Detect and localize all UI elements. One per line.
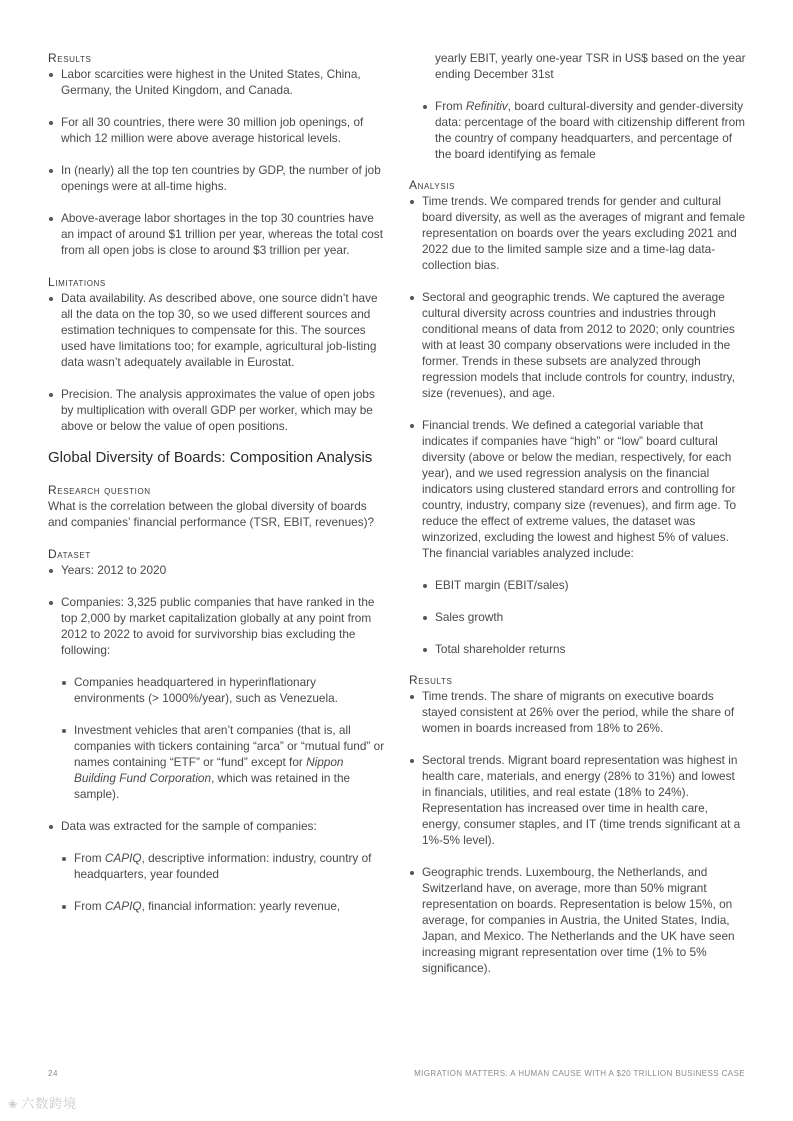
right-column [409,50,747,976]
list-item: Companies headquartered in hyperinflationary environments (> 1000%/year), such as Venezuela. [61,674,388,706]
list-item: Sales growth [422,609,747,625]
extraction-list [48,818,388,834]
list-item: For all 30 countries, there were 30 million job openings, of which 12 million were above average historical levels. [48,114,388,146]
list-item [61,722,388,802]
list-item: Labor scarcities were highest in the United States, China, Germany, the United Kingdom, and Canada. [48,66,388,98]
list-item: Financial trends. We defined a categorial variable that indicates if companies have “high” or “low” board cultural diversity (above or below the median, respectively, for each year), and we used regression analysis on the financial indicators using clustered standard errors and controlling for country, industry, company size (revenues), and firm age. To reduce the effect of extreme values, the dataset was winzorized, excluding the lowest and highest 5% of values. The financial variables analyzed include: [409,417,747,561]
list-item [48,594,388,658]
research-question-heading: Research question [48,482,151,497]
list-item: Precision. The analysis approximates the value of open jobs by multiplication with overall GDP per worker, which may be above or below the value of open positions. [48,386,388,434]
list-item [422,98,747,162]
watermark-text: 六数跨境 [21,1096,78,1111]
source-prefix: From [74,850,105,865]
list-item: Time trends. We compared trends for gender and cultural board diversity, as well as the averages of migrant and female representation on boards over the years excluding 2021 and 2022 due to the limited sample size and a time-lag data-collection bias. [409,193,747,273]
source-description: , descriptive information: industry, country of headquarters, year founded [74,850,372,881]
source-list [61,850,388,914]
refinitiv-list [422,98,747,162]
list-item: Geographic trends. Luxembourg, the Netherlands, and Switzerland have, on average, more than 50% migrant representation on boards. Representation is below 15%, on average, for companies in Austria, the United States, India, Japan, and Mexico. The Netherlands and the UK have seen increasing migrant representation over time (1% to 5% significance). [409,864,747,976]
source-prefix: From [74,898,105,913]
watermark-logo-icon: ❀ [8,1099,19,1111]
source-description: , board cultural-diversity and gender-diversity data: percentage of the board with citizenship different from the country of company headquarters, and percentage of the board identifying as female [435,99,745,161]
list-item: Data was extracted for the sample of companies: [48,818,388,834]
list-item: Years: 2012 to 2020 [48,562,388,578]
exclusion-company-name: Nippon Building Fund Corporation [74,754,344,785]
list-item: EBIT margin (EBIT/sales) [422,577,747,593]
source-name: CAPIQ [104,850,142,865]
list-item: Sectoral trends. Migrant board representation was highest in health care, materials, and energy (28% to 31%) and lowest in financials, utilities, and real estate (18% to 24%). Representation has increased over time in health care, energy, consumer staples, and IT (time trends significant at a 1%-5% level). [409,752,747,848]
companies-text: Companies: 3,325 public companies that have ranked in the top 2,000 by market capitalization globally at any point from 2012 to 2022 to avoid for survivorship bias excluding the following: [61,594,375,657]
limitations-list [48,290,388,434]
research-question-text: What is the correlation between the global diversity of boards and companies’ financial performance (TSR, EBIT, revenues)? [48,498,375,529]
results-list [48,66,388,258]
dataset-list [48,562,388,658]
list-item: In (nearly) all the top ten countries by GDP, the number of job openings were at all-time highs. [48,162,388,194]
running-title: MIGRATION MATTERS: A HUMAN CAUSE WITH A $20 TRILLION BUSINESS CASE [414,1069,745,1078]
dataset-heading: Dataset [48,546,91,561]
list-item [61,898,388,914]
results-list-right [409,688,747,976]
analysis-heading: Analysis [409,178,456,192]
source-name: CAPIQ [104,898,142,913]
list-item: Above-average labor shortages in the top 30 countries have an impact of around $1 trillion per year, whereas the total cost from all open jobs is close to around $3 trillion per year. [48,210,388,258]
list-item: Total shareholder returns [422,641,747,657]
exclusion-list [61,674,388,802]
financial-variables-list [422,577,747,657]
source-name: Refinitiv [465,99,508,113]
left-column [48,50,388,914]
source-description: , financial information: yearly revenue, [141,898,341,913]
analysis-list [409,193,747,561]
section-title: Global Diversity of Boards: Composition Analysis [48,449,373,466]
results-heading: Results [48,51,92,65]
source-prefix: From [435,99,466,113]
exclusion-text-end: , which was retained in the sample). [74,770,351,801]
list-item: Sectoral and geographic trends. We captured the average cultural diversity across countries and industries through conditional means of data from 2012 to 2020; only countries with at least 30 company observations were included in the former. Trends in these subsets are analyzed through regression models that include controls for country, industry, size (revenues), and age. [409,289,747,401]
list-item: Time trends. The share of migrants on executive boards stayed consistent at 26% over the period, while the share of women in boards increased from 18% to 26%. [409,688,747,736]
list-item: Data availability. As described above, one source didn’t have all the data on the top 30, so we used different sources and estimation techniques to compensate for this. The sources used have limitations too; for example, agricultural job-listing data wasn’t adequately available in Eurostat. [48,290,388,370]
results-heading-right: Results [409,673,453,687]
page-number: 24 [48,1069,58,1078]
list-item [61,850,388,882]
watermark [8,1096,77,1113]
continued-text: yearly EBIT, yearly one-year TSR in US$ based on the year ending December 31st [435,51,746,81]
exclusion-text: Investment vehicles that aren’t companies (that is, all companies with tickers containing “arca” or “mutual fund” or names containing “ETF” or “fund” except for [74,722,385,769]
limitations-heading: Limitations [48,275,106,289]
